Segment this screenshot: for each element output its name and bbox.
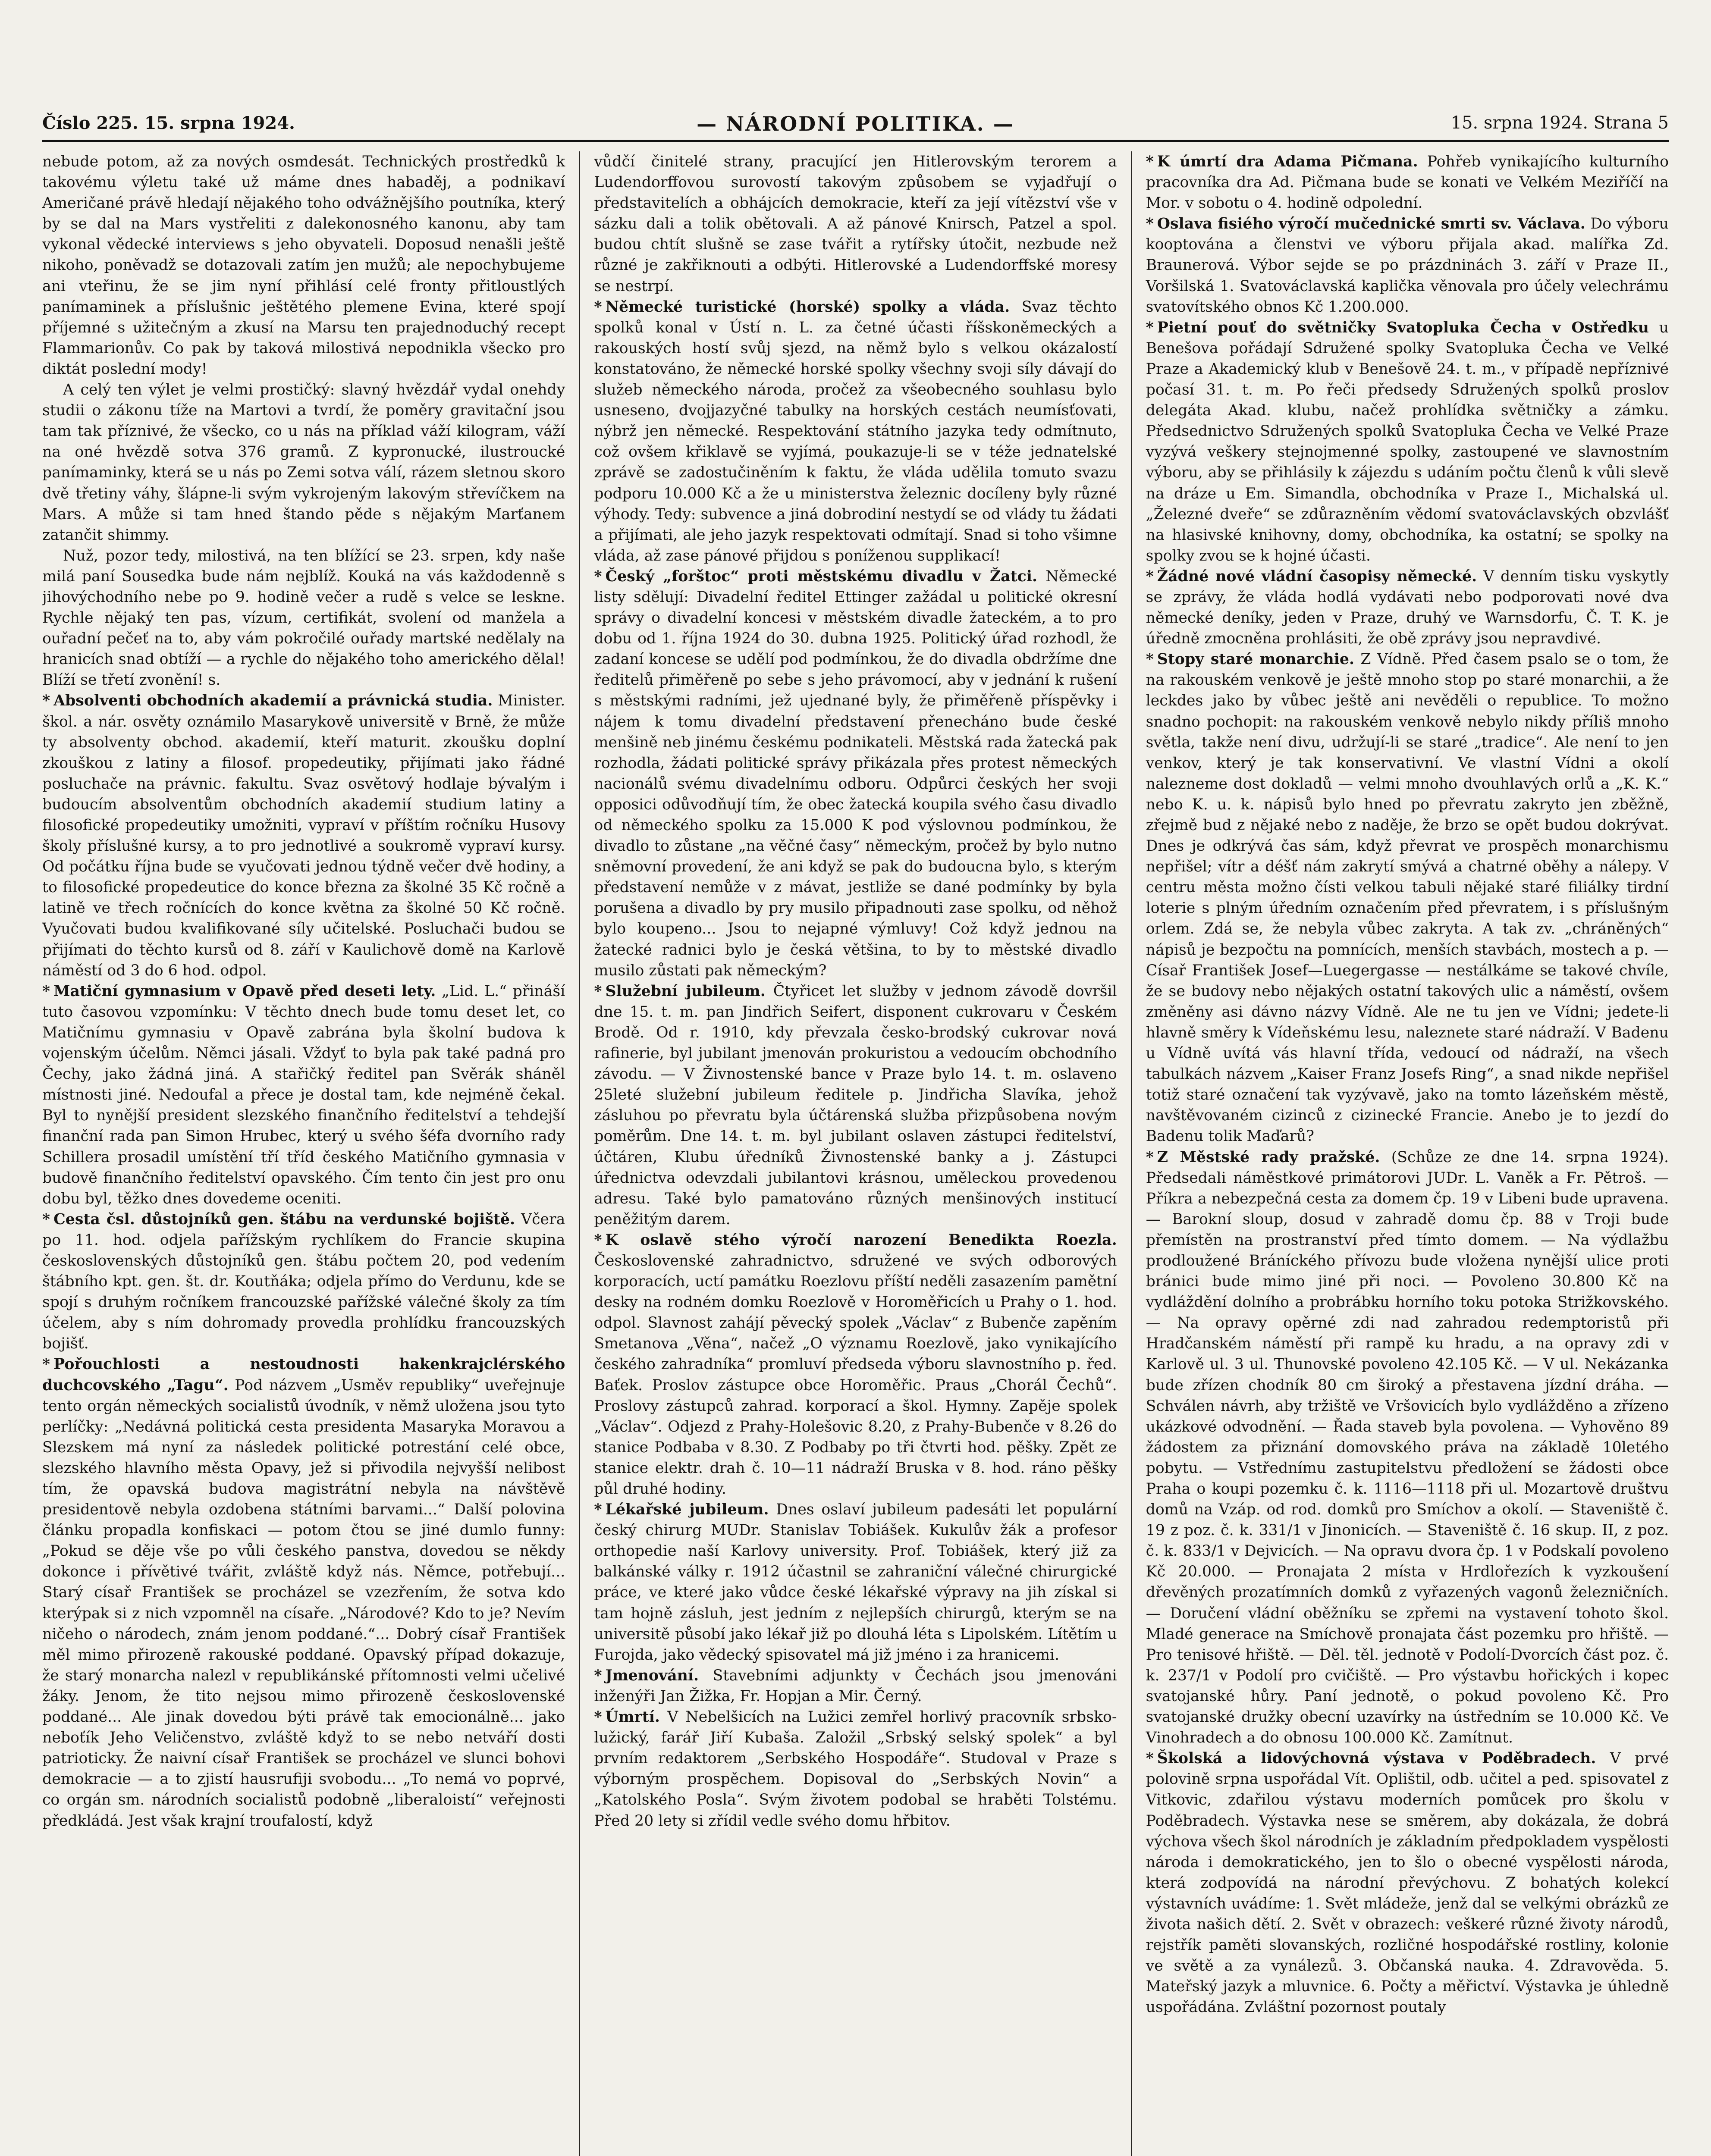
article-bullet: * (594, 1231, 602, 1249)
article-bullet: * (1146, 153, 1154, 170)
article (1146, 317, 1669, 566)
article-text: V Nebelšicích na Lužici zemřel horlivý pracovník srbsko-lužický, farář Jiří Kubaša. Založil „Srbský selský spolek“ a byl prvním redaktorem „Serbského Hospodáře“. Studoval v Praze s výborným prospěchem. Dopisoval do „Serbských Novin“ a „Katolského Posla“. Svým životem podobal se hraběti Tolstému. Před 20 lety si zřídil vedle svého domu hřbitov. (594, 1708, 1117, 1830)
article (1146, 566, 1669, 649)
article-text: Včera po 11. hod. odjela pařížským rychlíkem do Francie skupina československých důstojníků gen. štábu počtem 20, pod vedením štábního kpt. gen. št. dr. Koutňáka; odjela přímo do Verdunu, kde se spojí s druhým ročníkem francouzské pařížské válečné školy za tím účelem, aby s ním dohromady provedla prohlídku francouzských bojišť. (42, 1210, 565, 1353)
column-3 (1131, 151, 1669, 2156)
article (1146, 213, 1669, 317)
article (42, 1354, 565, 1831)
text-columns (42, 151, 1669, 2156)
article-paragraph (42, 151, 565, 379)
article-title: K úmrtí dra Adama Pičmana. (1157, 153, 1418, 170)
article-paragraph (1146, 649, 1669, 1147)
article-paragraph (594, 1665, 1117, 1707)
article (594, 1499, 1117, 1665)
article-bullet: * (1146, 318, 1154, 336)
article-bullet: * (42, 1210, 50, 1228)
article-bullet: * (1146, 1148, 1154, 1166)
article-paragraph (1146, 566, 1669, 649)
article-title: Pietní pouť do světničky Svatopluka Čecha v Ostředku (1157, 318, 1649, 336)
article-paragraph (42, 690, 565, 981)
article-paragraph (594, 981, 1117, 1230)
article-text: Pod názvem „Usměv republiky“ uveřejnuje tento orgán německých socialistů úvodník, v němž uložena jsou tyto perlíčky: „Nedávná politická cesta presidenta Masaryka Moravou a Slezskem má nyní za následek politické potrestání celé obce, slezského hlavního města Opavy, jež si přivodila nejvyšší nelibost tím, že opavská budova magistrátní nebyla na návštěvě presidentově nebyla ozdobena státními barvami...“ Další polovina článku propadla konfiskaci — potom čtou se jiné dumlo funny: „Pokud se děje vše po vůli českého panstva, dovedou se někdy dokonce i přívětivé tvářit, zvláště když nás. Němce, potřebují... Starý císař František se procházel se vzezřením, že sotva kdo kterýpak si z nich vzpomněl na císaře. „Národové? Kdo to je? Nevím ničeho o národech, znám jenom poddané.“... Dobrý císař František měl mimo přirozeně rakouské poddané. Opavský případ dokazuje, že starý monarcha nalezl v republikánské přítomnosti velmi učelivé žáky. Jenom, že tito nejsou mimo přirozeně československé poddané... Ale jinak dovedou býti právě tak emocionálně... jako neboťík Jeho Veličenstvo, zvláště když to se nebo netváří dosti patrioticky. Že naivní císař František se procházel ve slunci bohovi demokracie — a to zjistí hausrufiji svobodu... „To nemá vo poprvé, co orgán sm. národních socialistů podobně „liberaloistí“ veřejnosti předkládá. Jest však krajní troufalostí, když (42, 1376, 565, 1830)
article-text: (Schůze ze dne 14. srpna 1924). Předsedali náměstkové primátorovi JUDr. L. Vaněk a Fr. Pětroš. — Příkra a nebezpečná cesta za domem čp. 19 v Libeni bude upravena. — Barokní sloup, dosud v zahradě domu čp. 88 v Troji bude přemístěn na prostranství před tímto domem. — Na výdlažbu prodloužené Bráníckého přívozu bude vložena nynější ulice proti bránici bude mimo jiné při noci. — Povoleno 30.800 Kč na vydláždění dolního a probrábku horního toku potoka Strižkovského. — Na opravy opěrné zdi nad zahradou redemptoristů při Hradčanském náměstí při rampě ku hradu, a na opravy zdi v Karlově ul. 3 ul. Thunovské povoleno 42.105 Kč. — V ul. Nekázanka bude zřízen chodník 80 cm široký a přestavena jízdní dráha. — Schválen návrh, aby tržiště ve Vršovicích bylo vydlážděno a zřízeno ukázkové odvodnění. — Řada staveb byla povolena. — Vyhověno 89 žádostem za přiznání domovského práva na základě 10letého pobytu. — Vstřednímu zastupitelstvu předložení se žádosti obce Praha o koupi pozemku č. k. 1116—1118 při ul. Mozartově društvu domů na Vzáp. od rod. domků pro Smíchov a okolí. — Staveniště č. 19 z poz. č. k. 331/1 v Jinonicích. — Staveniště č. 16 skup. II, z poz. č. k. 833/1 v Dejvicích. — Na opravu dvora čp. 1 v Podskalí povoleno Kč 20.000. — Pronajata 2 místa v Hrdlořezích k vyzkoušení dřevěných prozatímních domků z vyřazených vagonů železničních. — Doručení vládní oběžníku se zpřemi na vystavení tohoto škol. Mladé generace na Smíchově pronajata část pozemku pro hřiště. — Pro tenisové hřiště. — Děl. těl. jednotě v Podolí-Dvorcích část poz. č. k. 237/1 v Podolí pro cvičiště. — Pro výstavbu hořických i kopec svatojanské hůry. Paní jednotě, o pokud povoleno Kč. Pro svatojanské družky obecní uzavírky na ústředním se 10.000 Kč. Ve Vinohradech a do obnosu 100.000 Kč. Zamítnut. (1146, 1148, 1669, 1747)
article-bullet: * (594, 298, 602, 316)
page-header (42, 113, 1669, 142)
masthead-title: — NÁRODNÍ POLITIKA. — (697, 112, 1014, 135)
article-title: Školská a lidovýchovná výstava v Poděbradech. (1157, 1749, 1596, 1767)
article-paragraph (594, 566, 1117, 981)
article-title: Žádné nové vládní časopisy německé. (1157, 567, 1477, 585)
article-title: Cesta čsl. důstojníků gen. štábu na verdunské bojiště. (53, 1210, 515, 1228)
article-title: K oslavě stého výročí narození Benedikta Roezla. (605, 1231, 1117, 1249)
article-paragraph (42, 1209, 565, 1354)
article-paragraph (1146, 1147, 1669, 1749)
article-paragraph (1146, 151, 1669, 213)
article-bullet: * (1146, 650, 1154, 668)
article-bullet: * (594, 1708, 602, 1726)
article-paragraph (594, 1230, 1117, 1499)
article-text: „Lid. L.“ přináší tuto časovou vzpomínku: V těchto dnech bude tomu deset let, co Matičnímu gymnasiu v Opavě zabrána byla školní budova k vojenským účelům. Němci jásali. Vždyť to byla pak také padná pro Čechy, jako žádná jiná. A stařičký ředitel pan Svěrák sháněl místnosti jiné. Nedoufal a přece je dostal tam, kde nejméně čekal. Byl to nynější president slezského finančního ředitelství a tehdejší finanční rada pan Simon Hrubec, který u svého šéfa dvorního rady Schillera prosadil umístění tří tříd českého Matičního gymnasia v budově finančního ředitelství opavského. Čím tento čin jest pro onu dobu byl, těžko dnes dovedeme oceniti. (42, 982, 565, 1207)
article-paragraph (1146, 1748, 1669, 2018)
article-text: u Benešova pořádají Sdružené spolky Svatopluka Čecha ve Velké Praze a Akademický klub v Benešově 24. t. m., v případě nepříznivé počasí 31. t. m. Po řeči předsedy Sdružených spolků proslov delegáta Akad. klubu, načež prohlídka světničky a zámku. Předsednictvo Sdružených spolků Svatopluka Čecha ve Velké Praze vyzývá veškery stejnojmenné spolky, zastoupené ve slavnostním výboru, aby se přihlásily k zájezdu s udáním počtu členů k vůli slevě na dráze u Em. Simandla, obchodníka v Praze I., Michalská ul. „Železné dveře“ se zdůrazněním vědomí svatováclavských obzvlášť na hlasivské knihovny, domy, obchodníka, ka ostatní; se spolky na spolky zvou se k hojné účasti. (1146, 319, 1669, 564)
article-paragraph (594, 297, 1117, 566)
article-paragraph (42, 981, 565, 1209)
article (1146, 1748, 1669, 2018)
article-text: A celý ten výlet je velmi prostičký: slavný hvězdář vydal onehdy studii o zákonu tíže na Martovi a tvrdí, že poměry gravitační jsou tam tak příznivé, že všecko, co u nás na příklad váží kilogram, váží na oné hvězdě sotva 376 gramů. Z kypronucké, ilustroucké panímaminky, která se u nás po Zemi sotva válí, rázem sletnou skoro dvě třetiny váhy, šlápne-li svým vykrojeným lakovým střevíčkem na Mars. A může si tam hned štando pěde s nějakým Marťanem zatančit shimmy. (42, 381, 565, 544)
article-text: Nuž, pozor tedy, milostivá, na ten blížící se 23. srpen, kdy naše milá paní Sousedka bude nám nejblíž. Kouká na vás každodenně s jihovýchodního nebe po 9. hodině večer a rudě s velce se leskne. Rychle nějaký ten pas, vízum, certifikát, svolení od manžela a ouřadní pečeť na to, aby vám pokročilé ouřady martské nedělaly na hranicích snad obtíží — a rychle do nějakého toho amerického dělal! Blíží se třetí zvonění! s. (42, 547, 565, 689)
article-bullet: * (594, 1666, 602, 1684)
article-bullet: * (594, 567, 602, 585)
article-title: Lékařské jubileum. (605, 1501, 769, 1519)
article-text: Německé listy sdělují: Divadelní ředitel Ettinger zažádal u politické okresní správy o divadelní koncesi v městském divadle žateckém, a to pro dobu od 1. října 1924 do 30. dubna 1925. Politický úřad rozhodl, že zadaní koncese se udělí pod podmínkou, že do divadla obdržíme dne ředitelů přiměřeně po sebe s jeho právomocí, aby v jednání k rušení s městskými radními, jež ujednané byly, že přiměřeně příspěvky i nájem k tomu divadelní představení přenecháno bude české menšině neb jinému českému podnikateli. Městská rada žatecká pak rozhodla, žádati politické správy přikázala přes protest německých nacionálů svému divadelnímu odboru. Odpůrci českých her svoji opposici odůvodňují tím, že obec žatecká koupila svého času divadlo od německého spolku za 15.000 K pod výslovnou podmínkou, že divadlo to zůstane „na věčné časy“ německým, pročež by bylo nutno sněmovní provedení, že ani když se pak do budoucna bylo, s kterým představení nemůže v z mávat, jestliže se dané podmínky by byla porušena a divadlo by pry musilo připadnouti zase spolku, od něhož bylo koupeno... Jsou to nejapné výmluvy! Což když jednou na žatecké radnici bylo je česká většina, to by to městské divadlo musilo zůstati pak německým? (594, 567, 1117, 979)
article-bullet: * (594, 982, 602, 1000)
article-text: V prvé polovině srpna uspořádal Vít. Oplištil, odb. učitel a ped. spisovatel z Vitkovic, zdařilou výstavu moderních pomůcek pro školu v Poděbradech. Výstavka nese se směrem, aby dokázala, že dobrá výchova všech škol národních je základním předpokladem vyspělosti národa i demokratického, jen to šlo o obecné vyspělosti národa, která zodpovídá na národní převýchovu. Z bohatých kolekcí výstavních uvádíme: 1. Svět mládeže, jenž dal se velkými obrázků ze života našich dětí. 2. Svět v obrazech: veškeré různé životy národů, rejstřík paměti slovanských, rozličné hospodářské rostliny, kolonie ve světě a za vynálezů. 3. Občanská nauka. 4. Zdravověda. 5. Mateřský jazyk a mluvnice. 6. Počty a měřictví. Výstavka je úhledně uspořádána. Zvláštní pozornost poutaly (1146, 1750, 1669, 2016)
article-title: Německé turistické (horské) spolky a vláda. (605, 298, 1010, 316)
column-1 (42, 151, 579, 2156)
column-2 (579, 151, 1130, 2156)
article (594, 151, 1117, 297)
article (42, 1209, 565, 1354)
article (594, 1665, 1117, 1707)
article-paragraph (594, 151, 1117, 297)
article-paragraph (1146, 317, 1669, 566)
issue-number: Číslo 225. 15. srpna 1924. (42, 113, 295, 133)
article-text: Svaz těchto spolků konal v Ústí n. L. za četné účasti říšskoněmeckých a rakouských hostí svůj sjezd, na němž bylo s velkou okázalostí konstatováno, že německé horské spolky všechny svoji síly dávají do služeb německého národa, pročež za všeobecného souhlasu bylo usneseno, dvojjazyčné tabulky na horských cestách neumísťovati, nýbrž jen německé. Respektování státního jazyka tedy odmítnuto, což ovšem křiklavě se vyjímá, poukazuje-li se v téže jednatelské zprávě se zadostučiněním k faktu, že vláda udělila tomuto svazu podporu 10.000 Kč a že u ministerstva železnic docíleny byly různé výhody. Tedy: subvence a jiná dobrodiní nestydí se od vlády tu žádati a přijímati, ale jeho jazyk respektovati odmítají. Snad si toho všimne vláda, až zase pánové přijdou s poníženou supplikací! (594, 298, 1117, 564)
article-title: Jmenování. (605, 1666, 699, 1684)
article (594, 1707, 1117, 1831)
article-bullet: * (42, 1355, 50, 1373)
article-bullet: * (594, 1501, 602, 1519)
article (42, 151, 565, 690)
article-text: Do výboru kooptována a členstvi ve výboru přijala akad. malířka Zd. Braunerová. Výbor sejde se po prázdninách 3. září v Praze II., Voršilská 1. Svatováclavská kaplička věnovala pro účely velechrámu svatovítského obnos Kč 1.200.000. (1146, 215, 1669, 316)
article-paragraph (42, 545, 565, 691)
article-paragraph (1146, 213, 1669, 317)
article-bullet: * (1146, 567, 1154, 585)
article-bullet: * (42, 982, 50, 1000)
article (594, 1230, 1117, 1499)
article (42, 981, 565, 1209)
article (1146, 1147, 1669, 1749)
article-title: Pořouchlosti a nestoudnosti hakenkrajclérského duchcovského „Tagu“. (42, 1355, 565, 1394)
article-text: Pohřeb vynikajícího kulturního pracovníka dra Ad. Pičmana bude se konati ve Velkém Meziříčí na Mor. v sobotu o 4. hodině odpolední. (1146, 153, 1669, 212)
article-text: Stavebními adjunkty v Čechách jsou jmenováni inženýři Jan Žižka, Fr. Hopjan a Mir. Černý. (594, 1667, 1117, 1705)
date-and-page: 15. srpna 1924. Strana 5 (1450, 113, 1669, 133)
article (594, 981, 1117, 1230)
article (1146, 649, 1669, 1147)
article-title: Oslava fisiého výročí mučednické smrti sv. Václava. (1157, 215, 1585, 233)
article-text: V denním tisku vyskytly se zprávy, že vláda hodlá vydávati nebo podporovati nové dva německé deníky, jeden v Praze, druhý ve Warnsdorfu, Č. T. K. je úředně zmocněna prohlásiti, že obě zprávy jsou nepravdivé. (1146, 567, 1669, 648)
article-title: Absolventi obchodních akademií a právnická studia. (53, 692, 493, 710)
article-bullet: * (42, 692, 50, 710)
article (594, 297, 1117, 566)
article-text: Dnes oslaví jubileum padesáti let populární český chirurg MUDr. Stanislav Tobiášek. Kukulův žák a profesor orthopedie naší Karlovy university. Prof. Tobiášek, který již za balkánské války r. 1912 účastnil se zahraniční válečné chirurgické práce, ve které jako vůdce české lékařské výpravy na jih získal si tam hojně zásluh, jest jedním z nejlepších chirurgů, kterým se na universitě působí jako lékař již po dlouhá léta s Lipolském. Lítětím u Furojda, jako vědecký spisovatel má již jméno i za hranicemi. (594, 1501, 1117, 1664)
article-text: Čtyřicet let služby v jednom závodě dovršil dne 15. t. m. pan Jindřich Seifert, disponent cukrovaru v Českém Brodě. Od r. 1910, kdy převzala česko-brodský cukrovar nová rafinerie, byl jubilant jmenován prokuristou a vedoucím obchodního závodu. — V Živnostenské bance v Praze bylo 14. t. m. oslaveno 25leté služební jubileum ředitele p. Jindřicha Slavíka, jehož zásluhou po převratu byla účtárenská služba přizpůsobena novým poměrům. Dne 14. t. m. byl jubilant oslaven zástupci ředitelství, účtáren, Klubu úředníků Živnostenské banky a j. Zástupci úřednictva odevzdali jubilantovi krásnou, uměleckou provedenou adresu. Také bylo pamatováno různých menšinových institucí peněžitým darem. (594, 982, 1117, 1228)
article-bullet: * (1146, 1749, 1154, 1767)
article-title: Úmrtí. (605, 1708, 660, 1726)
article-text: Z Vídně. Před časem psalo se o tom, že na rakouském venkově je ještě mnoho stop po staré monarchii, a že leckdes jako by vůbec ještě ani nevěděli o republice. To možno snadno pochopit: na rakouském venkově nebylo nikdy příliš mnoho světla, takže není divu, udržují-li se staré „tradice“. Ale není to jen venkov, který je tak konservativní. Ve vlastní Vídni a okolí nalezneme dost dokladů — velmi mnoho dvouhlavých orlů a „K. K.“ nebo K. u. k. nápisů bylo hned po převratu zakryto jen zběžně, zřejmě bud z nějaké nebo z naděje, že brzo se opět budou dokrývat. Dnes je odkrývá čas sám, když převrat ve prospěch monarchismu nepřišel; vítr a déšť nám zakrytí smývá a chatrné oběhy a nálepy. V centru města možno čísti velkou tabuli nějaké staré filiálky tirdní loterie s plným úředním označením před převratem, i s příslušným orlem. Zdá se, že nebyla vůbec zakryta. A tak zv. „chráněných“ nápisů je bezpočtu na pomnících, menších stavbách, mostech a p. — Císař František Josef—Luegergasse — nestálkáme se takové chvíle, že se budovy nebo nějakých ostatní takových ulic a náměstí, ovšem změněny asi dávno názvy Vídně. Ale ne tu jen ve Vídni; jedete-li hlavně směry k Vídeňskému lesu, naleznete staré nádraží. V Badenu u Vídně uvítá vás hlavní třída, vedoucí od nádraží, na všech tabulkách názvem „Kaiser Franz Josefs Ring“, a snad nikde nepřišel totiž staré označení tak vyzývavě, jako na tomto lázeňském městě, navštěvovaném cizinců z cizinecké Francie. Anebo je to jezdí do Badenu tolik Maďarů? (1146, 651, 1669, 1145)
article-paragraph (594, 1707, 1117, 1831)
article-text: Minister. škol. a nár. osvěty oznámilo Masarykově universitě v Brně, že může ty absolventy obchod. akademií, kteří maturit. zkoušku doplní zkouškou z latiny a filosof. propedeutiky, přijímati jako řádné posluchače na právnic. fakultu. Svaz osvětový hodlaje bývalým i budoucím absolventům obchodních akademií studium latiny a filosofické propedeutiky umožniti, vypraví v příštím ročníku Husovy školy příslušné kursy, a to pro jednotlivé a soukromě vypraví kursy. Od počátku října bude se vyučovati jednou týdně večer dvě hodiny, a to filosofické propedeutice do konce března za školné 35 Kč ročně a latině ve třech ročnících do konce května za školné 50 Kč ročně. Vyučovati budou kvalifikované síly učitelské. Posluchači budou se přijímati do těchto kursů od 8. září v Kaulichově domě na Karlově náměstí od 3 do 6 hod. odpol. (42, 692, 565, 979)
article-title: Stopy staré monarchie. (1157, 650, 1355, 668)
article-text: nebude potom, až za nových osmdesát. Technických prostředků k takovému výletu také už máme dnes habaděj, a podnikaví Američané právě hledají nějakého toho odvážnějšího poutníka, který by se dal na Mars vystřeliti z dalekonosného kanonu, aby tam vykonal vědecké interviews s jeho obyvateli. Doposud nenašli ještě nikoho, poněvadž se dotazovali zatím jen mužů; ale nepochybujeme ani vteřinu, že se jim nyní přihlásí celé fronty přitloustlých panímaminek a příslušnic ještětého plemene Evina, které spojí příjemné s užitečným a zkusí na Marsu ten prajednoduchý recept Flammarionův. Co pak by taková milostivá nepodnikla všecko pro diktát poslední mody! (42, 153, 565, 378)
article-text: vůdčí činitelé strany, pracující jen Hitlerovským terorem a Ludendorffovou surovostí takovým způsobem se vyjadřují o představitelích a obhájcích demokracie, kteří za její vítězství vše v sázku dali a tolik obětovali. A až pánové Knirsch, Patzel a spol. budou chtít slušně se zase tvářit a rytířsky útočit, nezbude než různé je zakřiknouti a odbýti. Hitlerovské a Ludendorffské moresy se nestrpí. (594, 153, 1117, 295)
article-paragraph (42, 1354, 565, 1831)
article (594, 566, 1117, 981)
article-bullet: * (1146, 215, 1154, 233)
article-title: Český „forštoc“ proti městskému divadlu v Žatci. (605, 567, 1038, 585)
article-title: Služební jubileum. (605, 982, 766, 1000)
article-title: Z Městské rady pražské. (1157, 1148, 1380, 1166)
article-text: Československé zahradnictvo, sdružené ve svých odborových korporacích, uctí památku Roezlovu příští neděli zasazením pamětní desky na rodném domku Roezlově v Horoměřicích u Prahy o 1. hod. odpol. Slavnost zahájí pěvecký spolek „Václav“ z Bubenče zapěním Smetanova „Věna“, načež „O významu Roezlově, jako vynikajícího českého zahradníka“ promluví předseda výboru slavnostního p. řed. Baťek. Proslov zástupce obce Horoměřic. Praus „Chorál Čechů“. Proslovy zástupců zahrad. korporací a škol. Hymny. Zapěje spolek „Václav“. Odjezd z Prahy-Holešovic 8.20, z Prahy-Bubenče v 8.26 do stanice Podbaba v 8.30. Z Podbaby po tři čtvrti hod. pěšky. Zpět ze stanice elektr. drah č. 10—11 nádraží Bruska v 8. hod. ráno pěšky půl druhé hodiny. (594, 1252, 1117, 1498)
article-title: Matiční gymnasium v Opavě před deseti lety. (53, 982, 436, 1000)
article-paragraph (594, 1499, 1117, 1665)
article (42, 690, 565, 981)
article (1146, 151, 1669, 213)
article-paragraph (42, 379, 565, 545)
